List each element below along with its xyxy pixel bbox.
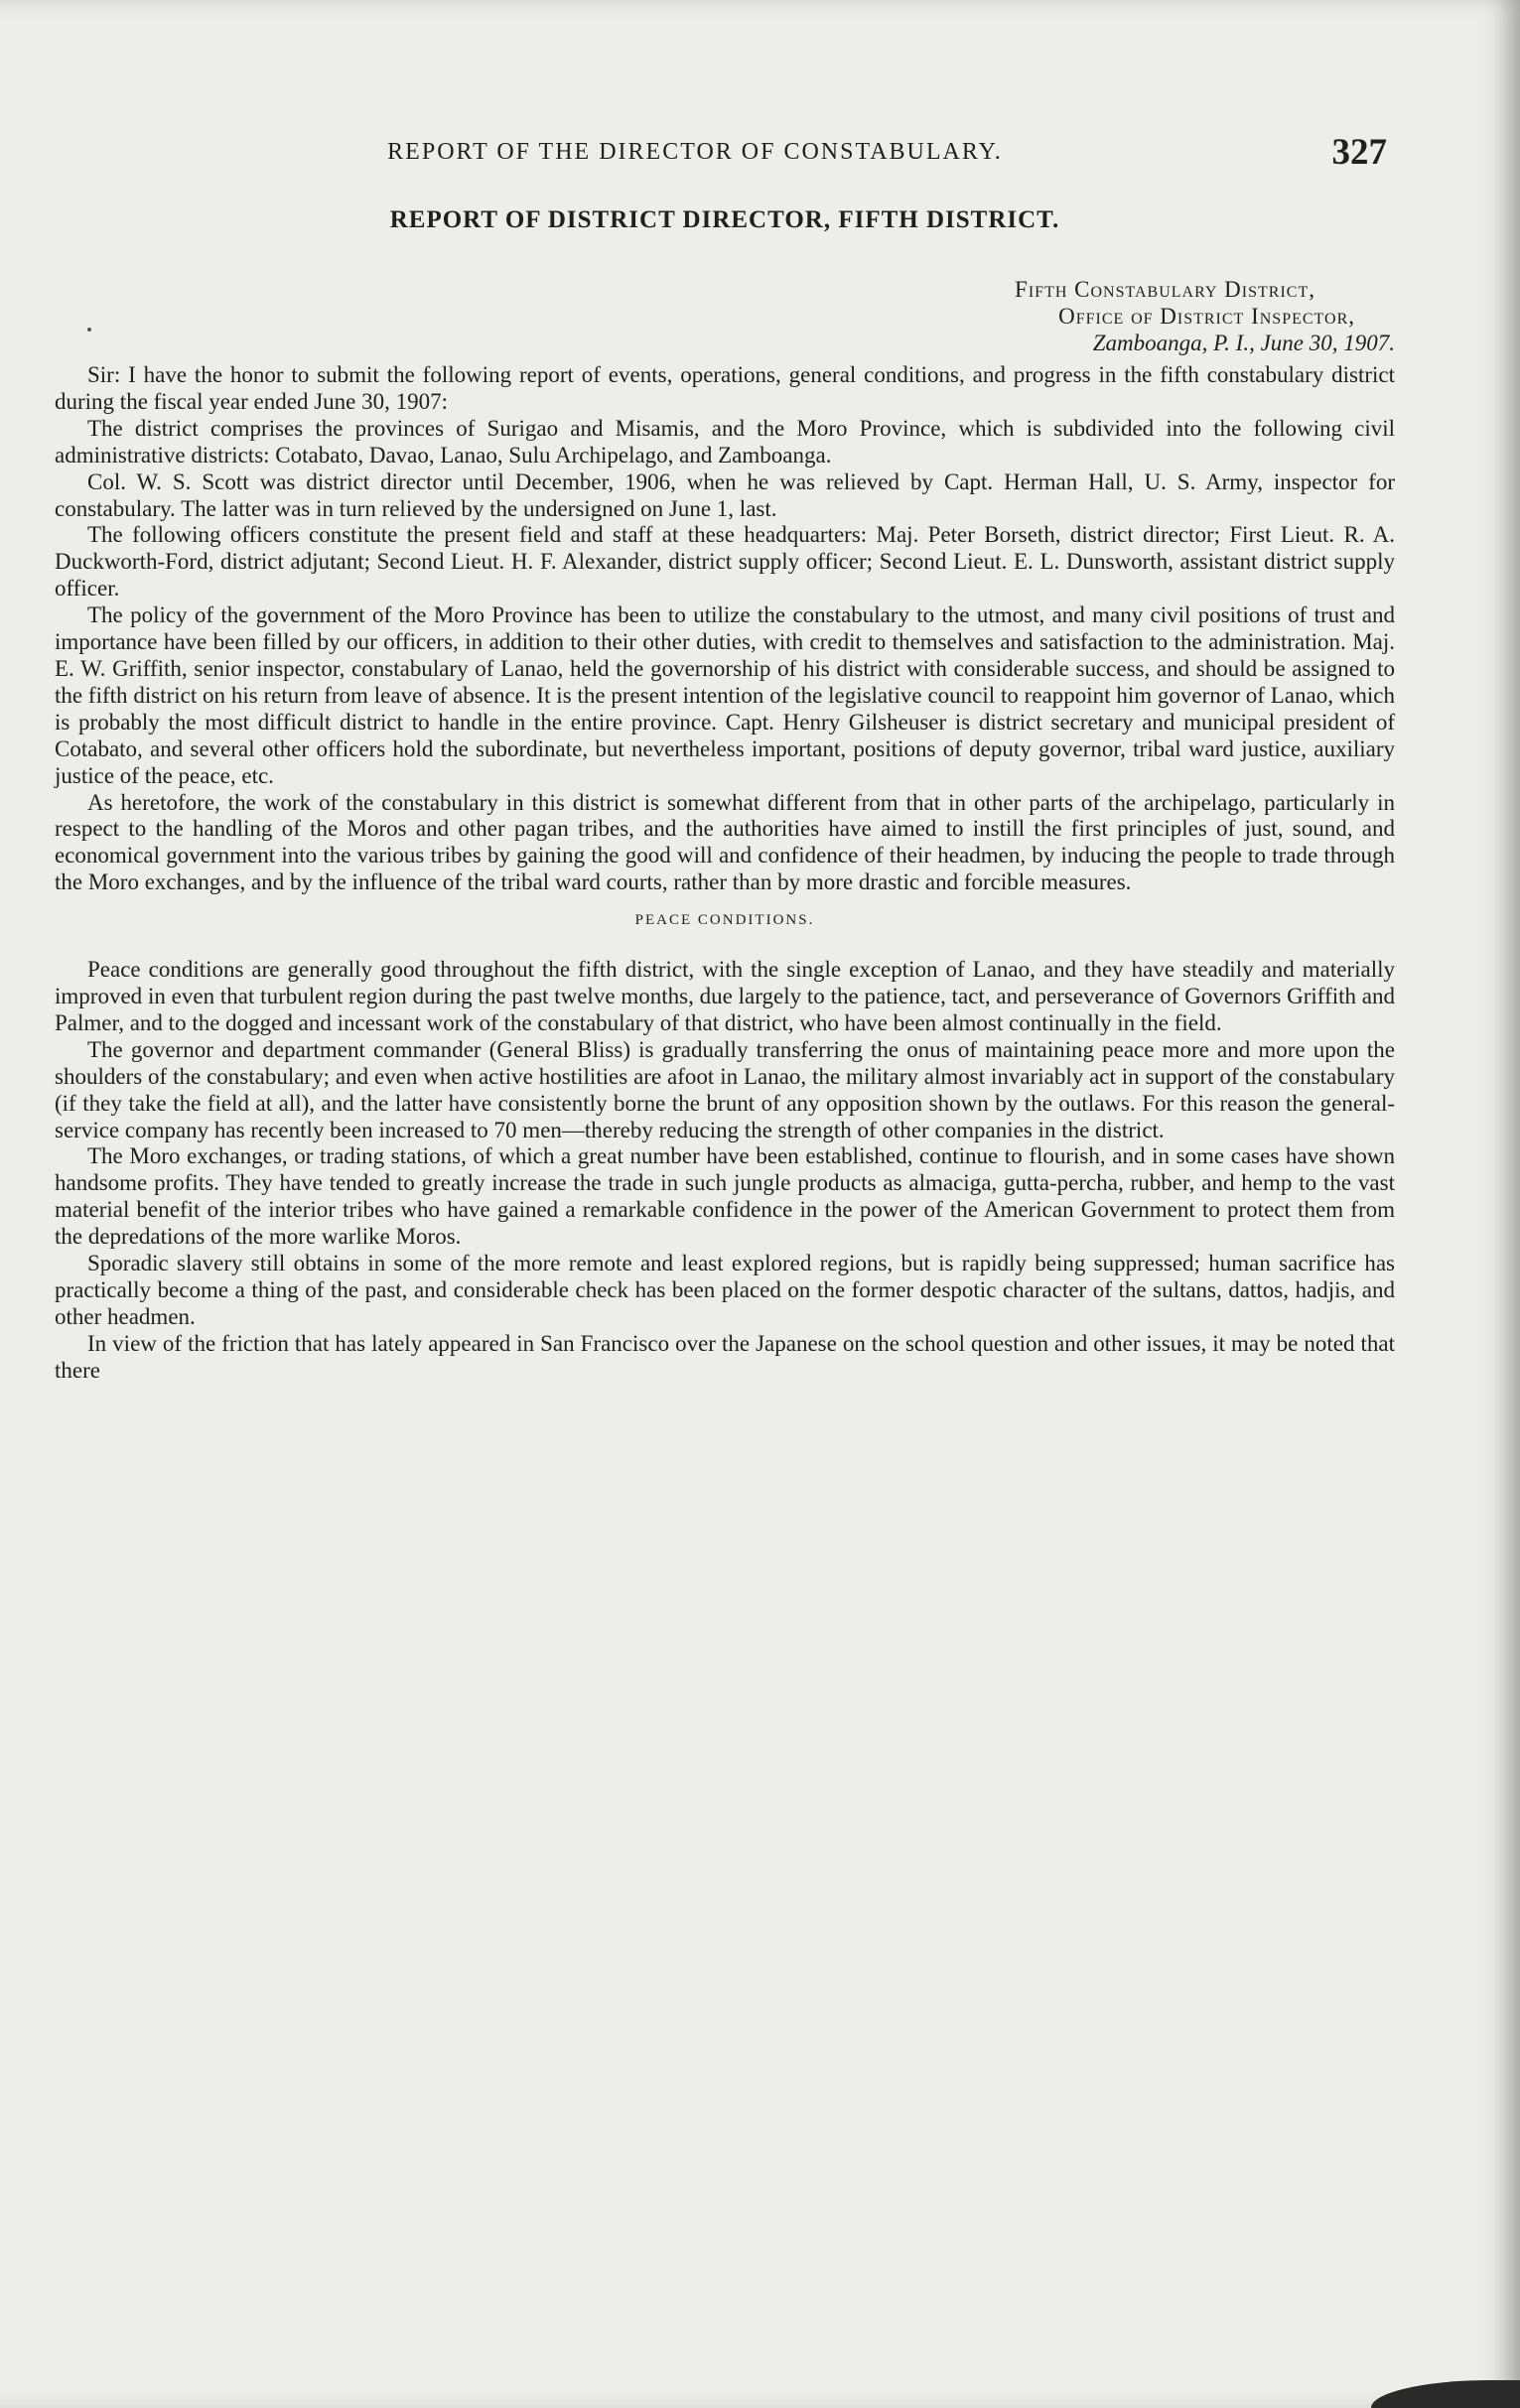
section-heading: PEACE CONDITIONS. [634, 912, 815, 929]
report-title: REPORT OF DISTRICT DIRECTOR, FIFTH DISTRICT. [389, 206, 1060, 233]
address-line-office: Office of District Inspector, [1058, 304, 1355, 329]
paragraph: The following officers constitute the present field and staff at these headquarters: Maj. Peter Borseth, district director; First Lieut. R. A. Duckworth-Ford, district adjutant; Second Lieut. H. F. Alexander, district supply officer; Second Lieut. E. L. Dunsworth, assistant district supply officer. [55, 522, 1395, 602]
page-content [55, 127, 1395, 1385]
body-text-after [55, 957, 1395, 1385]
paragraph: Sir: I have the honor to submit the following report of events, operations, general conditions, and progress in the fifth constabulary district during the fiscal year ended June 30, 1907: [55, 362, 1395, 414]
paragraph: As heretofore, the work of the constabulary in this district is somewhat different from that in other parts of the archipelago, particularly in respect to the handling of the Moros and other pagan tribes, and the authorities have aimed to instill the first principles of just, sound, and economical government into the various tribes by gaining the good will and confidence of their headmen, by inducing the people to trade through the Moro exchanges, and by the influence of the tribal ward courts, rather than by more drastic and forcible measures. [55, 789, 1395, 895]
body-text-before [55, 362, 1395, 896]
paragraph: Peace conditions are generally good throughout the fifth district, with the single exception of Lanao, and they have steadily and materially improved in even that turbulent region during the past twelve months, due largely to the patience, tact, and perseverance of Governors Griffith and Palmer, and to the dogged and incessant work of the constabulary of that district, who have been almost continually in the field. [55, 957, 1395, 1035]
paragraph: The governor and department commander (General Bliss) is gradually transferring the onus of maintaining peace more and more upon the shoulders of the constabulary; and even when active hostilities are afoot in Lanao, the military almost invariably act in support of the constabulary (if they take the field at all), and the latter have consistently borne the brunt of any opposition shown by the outlaws. For this reason the general-service company has recently been increased to 70 men—thereby reducing the strength of other companies in the district. [55, 1036, 1395, 1142]
address-line-district: Fifth Constabulary District, [1015, 277, 1315, 302]
paragraph: In view of the friction that has lately appeared in San Francisco over the Japanese on the school question and other issues, it may be noted that there [55, 1330, 1395, 1383]
running-title: REPORT OF THE DIRECTOR OF CONSTABULARY. [387, 139, 1003, 165]
running-header [55, 127, 1395, 187]
paragraph: The district comprises the provinces of Surigao and Misamis, and the Moro Province, which is subdivided into the following civil administrative districts: Cotabato, Davao, Lanao, Sulu Archipelago, and Zamboanga. [55, 415, 1395, 468]
address-line-place-date: Zamboanga, P. I., June 30, 1907. [1092, 331, 1395, 355]
paragraph: Col. W. S. Scott was district director until December, 1906, when he was relieved by Capt. Herman Hall, U. S. Army, inspector for constabulary. The latter was in turn relieved by the undersigned on June 1, last. [55, 468, 1395, 521]
paragraph: The policy of the government of the Moro Province has been to utilize the constabulary to the utmost, and many civil positions of trust and importance have been filled by our officers, in addition to their other duties, with credit to themselves and satisfaction to the administration. Maj. E. W. Griffith, senior inspector, constabulary of Lanao, held the governorship of his district with considerable success, and should be assigned to the fifth district on his return from leave of absence. It is the present intention of the legislative council to reappoint him governor of Lanao, which is probably the most difficult district to handle in the entire province. Capt. Henry Gilsheuser is district secretary and municipal president of Cotabato, and several other officers hold the subordinate, but nevertheless important, positions of deputy governor, tribal ward justice, auxiliary justice of the peace, etc. [55, 602, 1395, 788]
paragraph: The Moro exchanges, or trading stations, of which a great number have been established, continue to flourish, and in some cases have shown handsome profits. They have tended to greatly increase the trade in such jungle products as almaciga, gutta-percha, rubber, and hemp to the vast material benefit of the interior tribes who have gained a remarkable confidence in the power of the American Government to protect them from the depredations of the more warlike Moros. [55, 1143, 1395, 1250]
paragraph: Sporadic slavery still obtains in some of the more remote and least explored regions, but is rapidly being suppressed; human sacrifice has practically become a thing of the past, and considerable check has been placed on the former despotic character of the sultans, dattos, hadjis, and other headmen. [55, 1251, 1395, 1329]
scan-edge-shadow [1371, 2380, 1520, 2408]
page-number: 327 [1331, 132, 1387, 173]
address-block [55, 276, 1395, 356]
